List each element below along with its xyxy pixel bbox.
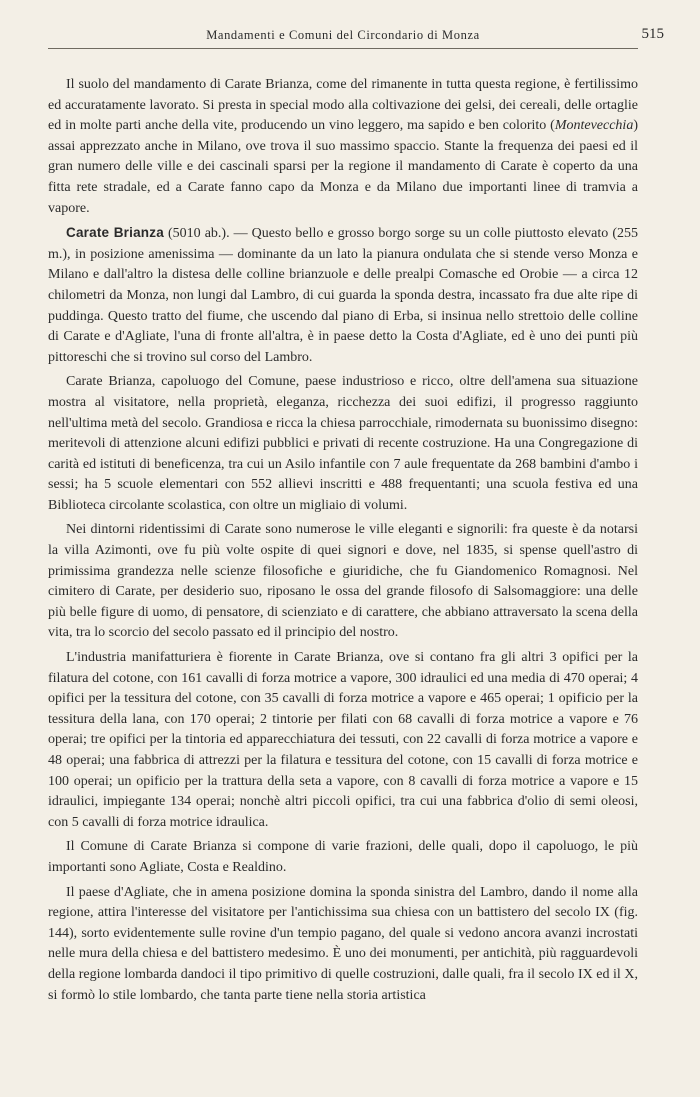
- italic-term: Montevecchia: [554, 118, 634, 134]
- page-number: 515: [641, 26, 664, 42]
- page-body: [48, 75, 638, 1006]
- paragraph-agriculture: [48, 75, 638, 219]
- entry-heading: Carate Brianza: [66, 225, 164, 241]
- paragraph-capoluogo: Carate Brianza, capoluogo del Comune, paese industrioso e ricco, oltre dell'amena sua situazione mostra al visitatore, nella proprietà, eleganza, ricchezza dei suoi edifizi, il progresso raggiunto nell'ultima metà del secolo. Grandiosa e ricca la chiesa parrocchiale, rimodernata su buonissimo disegno: meritevoli di attenzione alcuni edifizi pubblici e privati di recente costruzione. Ha una Congregazione di carità ed istituti di beneficenza, tra cui un Asilo infantile con 7 aule frequentate da 268 bambini d'ambo i sessi; ha 5 scuole elementari con 552 allievi inscritti e 488 frequentanti; una scuola festiva ed una Biblioteca circolante scolastica, con oltre un migliaio di volumi.: [48, 374, 638, 513]
- paragraph-text: ) assai apprezzato anche in Milano, ove trova il suo massimo spaccio. Stante la frequenza dei paesi ed il gran numero delle ville e dei cascinali sparsi per la regione il mandamento di Carate è coperto da una fitta rete stradale, ed a Carate fanno capo da Monza e da Milano due importanti linee di tramvia a vapore.: [48, 118, 638, 216]
- paragraph-industria: L'industria manifatturiera è fiorente in Carate Brianza, ove si contano fra gli altri 3 opifici per la filatura del cotone, con 161 cavalli di forza motrice a vapore, 300 idraulici ed una media di 470 operai; 4 opifici per la tessitura del cotone, con 35 cavalli di forza motrice a vapore e 465 operai; 1 opificio per la tessitura della lana, con 170 operai; 2 tintorie per filati con 68 cavalli di forza motrice a vapore e 76 operai; tre opifici per la tintoria ed apparecchiatura dei tessuti, con 22 cavalli di forza motrice a vapore e 48 operai; una fabbrica di attrezzi per la filatura e tessitura del cotone, con 15 cavalli di forza motrice e 100 operai; un opificio per la trattura della seta a vapore, con 8 cavalli di forza motrice a vapore e 15 idraulici, impiegante 134 operai; nonchè altri piccoli opifici, tra cui una fabbrica d'olio di semi oleosi, con 5 cavalli di forza motrice idraulica.: [48, 650, 638, 830]
- paragraph-text: Il suolo del mandamento di Carate Brianza, come del rimanente in tutta questa regione, è fertilissimo ed accuratamente lavorato. Si presta in special modo alla coltivazione dei gelsi, dei cereali, delle ortaglie ed in molte parti anche della vite, producendo un vino leggero, ma sapido e ben colorito (: [48, 77, 638, 134]
- page-header: [48, 24, 664, 49]
- paragraph-carate-brianza: [48, 223, 638, 368]
- paragraph-text: (5010 ab.). — Questo bello e grosso borgo sorge su un colle piuttosto elevato (255 m.), in posizione amenissima — dominante da un lato la pianura ondulata che si stende verso Monza e Milano e dall'altro la distesa delle colline brianzuole e delle prealpi Comasche ed Orobie — a circa 12 chilometri da Monza, non lungi dal Lambro, di cui guarda la sponda destra, incassato fra due alte ripe di puddinga. Questo tratto del fiume, che uscendo dal piano di Erba, si insinua nello strettoio delle colline di Carate e d'Agliate, l'una di fronte all'altra, è in paese detto la Costa d'Agliate, ed è uno dei punti più pittoreschi che si trovino sul corso del Lambro.: [48, 226, 638, 365]
- paragraph-agliate: Il paese d'Agliate, che in amena posizione domina la sponda sinistra del Lambro, dando il nome alla regione, attira l'interesse del visitatore per l'antichissima sua chiesa con un battistero del secolo IX (fig. 144), sorto evidentemente sulle rovine d'un tempio pagano, del quale si vedono ancora avanzi incrostati nelle mura della chiesa e del battistero medesimo. È uno dei monumenti, per antichità, più ragguardevoli della regione lombarda dandoci il tipo primitivo di quelle costruzioni, dalle quali, fra il secolo IX ed il X, si formò lo stile lombardo, che tanta parte tiene nella storia artistica: [48, 884, 638, 1003]
- paragraph-frazioni: Il Comune di Carate Brianza si compone di varie frazioni, delle quali, dopo il capoluogo, le più importanti sono Agliate, Costa e Realdino.: [48, 839, 638, 875]
- paragraph-dintorni: Nei dintorni ridentissimi di Carate sono numerose le ville eleganti e signorili: fra queste è da notarsi la villa Azimonti, ove fu più volte ospite di quei signori e dove, nel 1835, si spense quell'astro di primissima grandezza nelle scienze filosofiche e giuridiche, che fu Giandomenico Romagnosi. Nel cimitero di Carate, per desiderio suo, riposano le ossa del grande filosofo di Salsomaggiore: una delle più belle figure di uomo, di pensatore, di scienziato e di carattere, che abbiano attraversato la scena della vita, tra lo scorcio del secolo passato ed il principio del nostro.: [48, 522, 638, 641]
- running-title: Mandamenti e Comuni del Circondario di Monza: [206, 28, 480, 42]
